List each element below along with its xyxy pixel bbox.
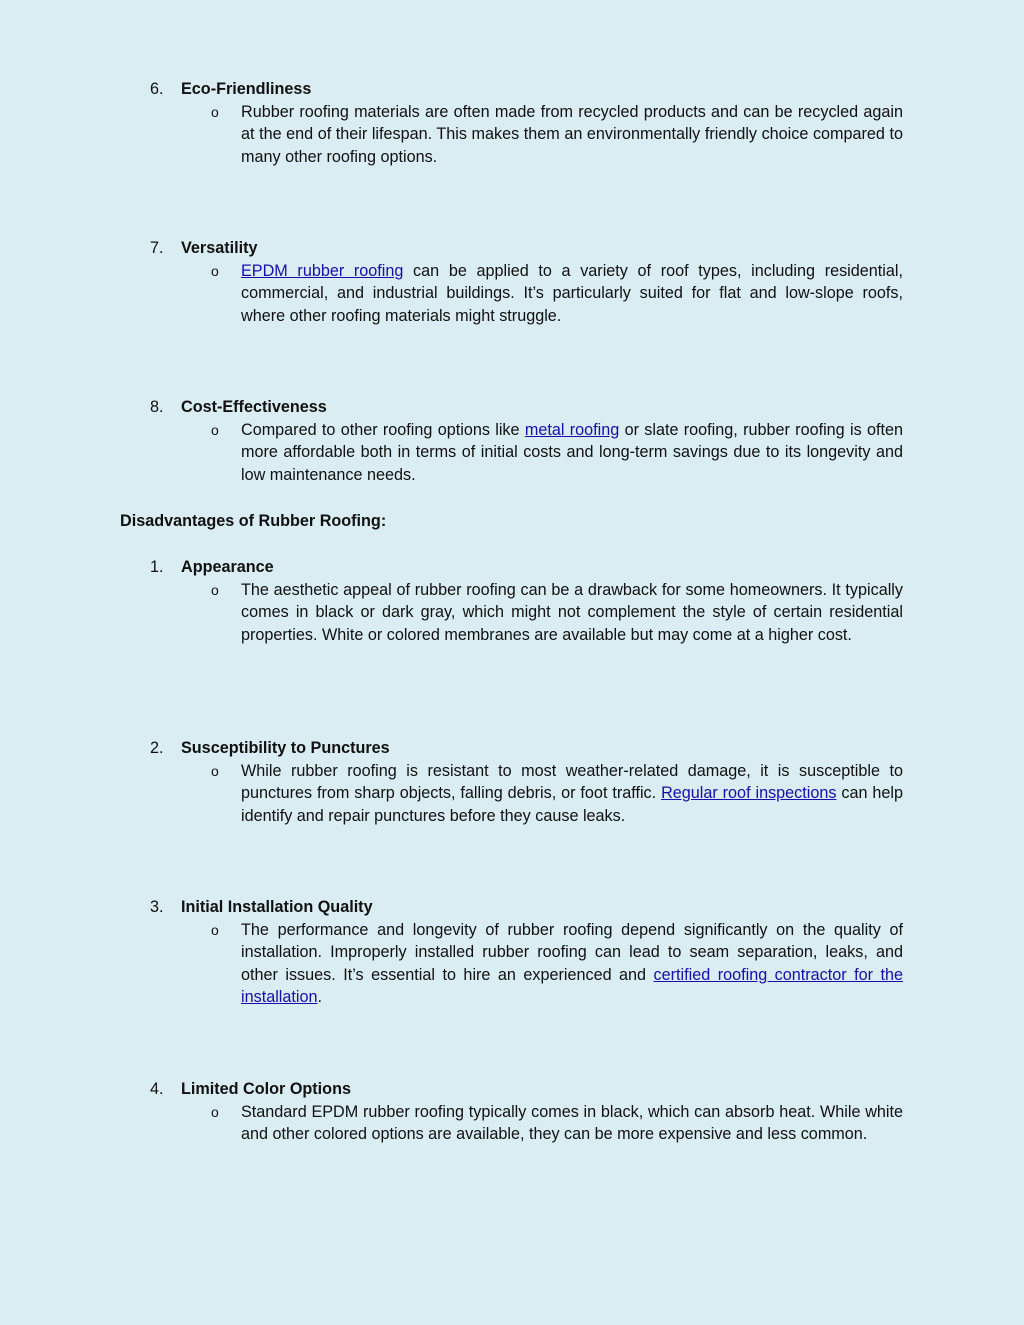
list-number: 2. [150, 739, 164, 757]
certified-roofing-contractor-link[interactable]: certified roofing contractor for the installation [241, 965, 903, 1007]
paragraph-text: can be applied to a variety of roof types, including residential, commercial, and industrial buildings. It’s particularly suited for flat and low-slope roofs, where other roofing materials might struggle. [241, 261, 903, 325]
list-number: 1. [150, 558, 164, 576]
bullet-marker: o [211, 421, 219, 438]
bullet-marker: o [211, 262, 219, 279]
list-number: 6. [150, 80, 164, 98]
list-number: 7. [150, 239, 164, 257]
item-heading: Eco-Friendliness [181, 80, 312, 98]
list-number: 4. [150, 1080, 164, 1098]
bullet-marker: o [211, 1103, 219, 1120]
paragraph-text: While rubber roofing is resistant to most weather-related damage, it is susceptible to punctures from sharp objects, falling debris, or foot traffic. [241, 761, 903, 803]
list-number: 8. [150, 398, 164, 416]
paragraph-text: The performance and longevity of rubber roofing depend significantly on the quality of installation. Improperly installed rubber roofing can lead to seam separation, leaks, and other issues. It’s essential to hire an experienced and [241, 920, 903, 984]
paragraph-text: . [317, 988, 322, 1007]
item-heading: Limited Color Options [181, 1080, 351, 1098]
item-heading: Appearance [181, 558, 274, 576]
bullet-marker: o [211, 581, 219, 598]
item-paragraph [241, 919, 903, 1009]
regular-roof-inspections-link[interactable]: Regular roof inspections [661, 784, 837, 803]
bullet-marker: o [211, 103, 219, 120]
paragraph-text: can help identify and repair punctures before they cause leaks. [241, 784, 904, 825]
item-heading: Initial Installation Quality [181, 898, 373, 916]
paragraph-text: Compared to other roofing options like [241, 420, 525, 439]
item-paragraph: Standard EPDM rubber roofing typically comes in black, which can absorb heat. While white and other colored options are available, they can be more expensive and less common. [241, 1102, 903, 1144]
list-number: 3. [150, 898, 164, 916]
item-paragraph [241, 260, 903, 328]
epdm-rubber-roofing-link[interactable]: EPDM rubber roofing [241, 261, 404, 280]
section-title-disadvantages: Disadvantages of Rubber Roofing: [120, 512, 387, 530]
bullet-marker: o [211, 762, 219, 779]
item-heading: Susceptibility to Punctures [181, 739, 390, 757]
paragraph-text: or slate roofing, rubber roofing is often more affordable both in terms of initial costs and long-term savings due to its longevity and low maintenance needs. [241, 420, 904, 484]
metal-roofing-link[interactable]: metal roofing [524, 420, 620, 439]
item-paragraph [241, 760, 903, 828]
bullet-marker: o [211, 921, 219, 938]
item-paragraph [241, 419, 903, 487]
item-heading: Versatility [181, 239, 258, 257]
item-heading: Cost-Effectiveness [181, 398, 327, 416]
item-paragraph: The aesthetic appeal of rubber roofing can be a drawback for some homeowners. It typically comes in black or dark gray, which might not complement the style of certain residential properties. White or colored membranes are available but may come at a higher cost. [241, 580, 903, 644]
item-paragraph: Rubber roofing materials are often made from recycled products and can be recycled again at the end of their lifespan. This makes them an environmentally friendly choice compared to many other roofing options. [241, 102, 903, 166]
